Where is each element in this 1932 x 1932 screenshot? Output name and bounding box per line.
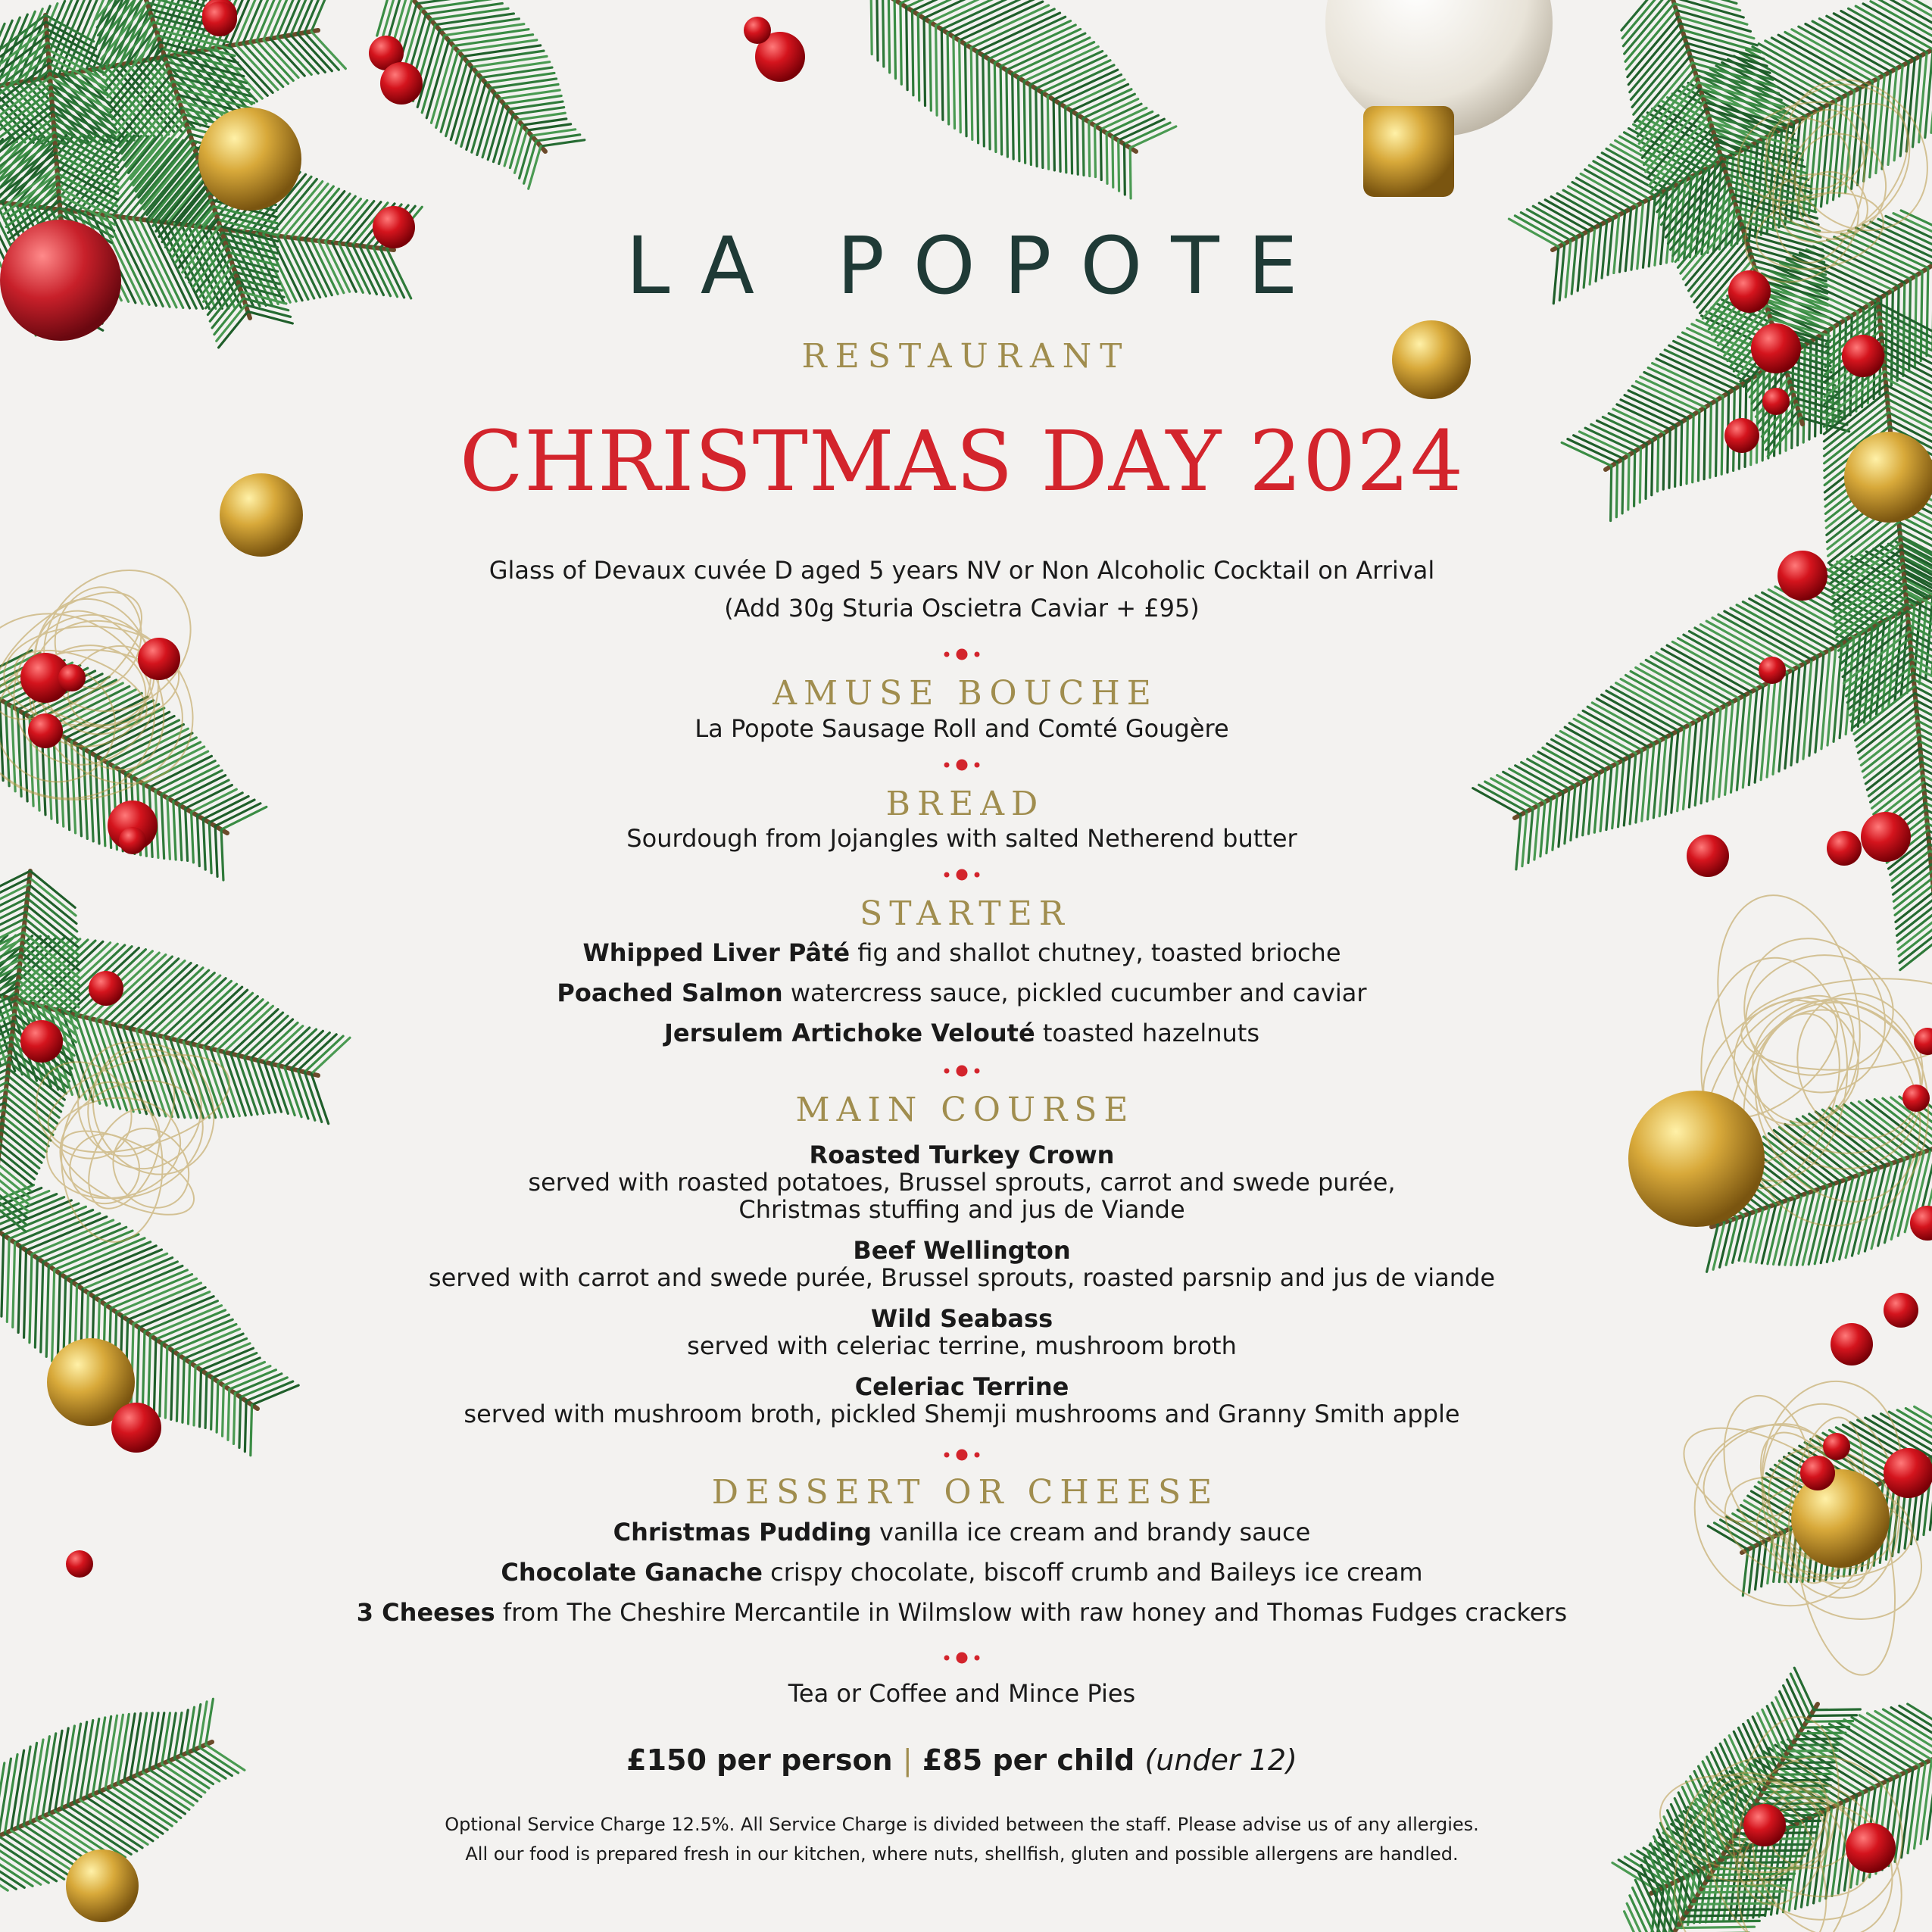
berry-divider-icon (939, 1064, 985, 1078)
dish-name: Poached Salmon (557, 978, 783, 1007)
dish-description: served with carrot and swede purée, Brussel sprouts, roasted parsnip and jus de viande (428, 1263, 1496, 1292)
red-berry-icon (1902, 1085, 1930, 1112)
red-berry-icon (89, 971, 123, 1006)
dish-name: Whipped Liver Pâté (582, 938, 851, 967)
gold-ornament-icon (1844, 432, 1932, 523)
event-title: CHRISTMAS DAY 2024 (459, 413, 1465, 510)
finishing-course: Tea or Coffee and Mince Pies (788, 1679, 1136, 1708)
adult-price: £150 per person (626, 1743, 893, 1777)
red-berry-icon (1762, 388, 1790, 415)
gold-ornament-icon (66, 1849, 139, 1922)
starter-item (318, 938, 1606, 968)
price-separator: | (902, 1743, 913, 1777)
dish-description: watercress sauce, pickled cucumber and caviar (790, 978, 1367, 1007)
brand-subtitle: RESTAURANT (801, 337, 1131, 376)
dish-name: Celeriac Terrine (854, 1372, 1069, 1401)
berry-divider-icon (939, 1448, 985, 1462)
pricing (318, 1743, 1606, 1777)
red-berry-icon (380, 62, 423, 105)
red-berry-icon (1842, 335, 1884, 377)
red-berry-icon (1800, 1456, 1835, 1490)
red-berry-icon (1724, 418, 1759, 453)
footer-allergen-note: All our food is prepared fresh in our kitchen, where nuts, shellfish, gluten and possible allergens are handled. (465, 1843, 1459, 1865)
section-title-main-course: MAIN COURSE (795, 1091, 1135, 1129)
dish-description: served with mushroom broth, pickled Shemji mushrooms and Granny Smith apple (463, 1400, 1460, 1428)
arrival-line-1: Glass of Devaux cuvée D aged 5 years NV or Non Alcoholic Cocktail on Arrival (488, 556, 1435, 585)
dish-description: Christmas stuffing and jus de Viande (738, 1195, 1185, 1224)
arrival-line-2: (Add 30g Sturia Oscietra Caviar + £95) (724, 594, 1200, 623)
bauble-cap-icon (1363, 106, 1454, 197)
berry-divider-icon (939, 868, 985, 882)
gold-wire (49, 1114, 205, 1231)
dessert-item (318, 1557, 1606, 1587)
child-age-note: (under 12) (1144, 1743, 1297, 1777)
gold-ornament-icon (1628, 1091, 1765, 1227)
dish-name: 3 Cheeses (356, 1598, 495, 1627)
red-berry-icon (66, 1550, 93, 1578)
red-berry-icon (1687, 835, 1729, 877)
dish-description: crispy chocolate, biscoff crumb and Baileys ice cream (770, 1558, 1423, 1587)
berry-divider-icon (939, 758, 985, 772)
berry-divider-icon (939, 648, 985, 661)
section-title-dessert-or-cheese: DESSERT OR CHEESE (711, 1473, 1219, 1512)
dish-description: served with roasted potatoes, Brussel sprouts, carrot and swede purée, (528, 1168, 1396, 1197)
red-berry-icon (1914, 1028, 1932, 1055)
dish-name: Chocolate Ganache (501, 1558, 763, 1587)
dish-description: toasted hazelnuts (1042, 1019, 1259, 1047)
red-berry-icon (1759, 657, 1786, 684)
dessert-item (318, 1597, 1606, 1628)
gold-ornament-icon (220, 473, 303, 557)
bread-text: Sourdough from Jojangles with salted Netherend butter (626, 824, 1297, 853)
dish-name: Christmas Pudding (613, 1518, 872, 1547)
section-title-starter: STARTER (860, 894, 1071, 933)
dish-name: Beef Wellington (853, 1236, 1071, 1265)
red-berry-icon (20, 1020, 63, 1063)
red-berry-icon (1743, 1804, 1786, 1846)
berry-divider-icon (939, 1651, 985, 1665)
gold-wire (16, 542, 219, 741)
red-berry-icon (1751, 323, 1801, 373)
red-berry-icon (1861, 812, 1911, 862)
red-ornament-icon (0, 220, 121, 341)
red-berry-icon (111, 1403, 161, 1453)
amuse-bouche-text: La Popote Sausage Roll and Comté Gougère (694, 714, 1229, 743)
brand-name: LA POPOTE (626, 220, 1327, 312)
red-berry-icon (58, 664, 86, 691)
starter-item (318, 978, 1606, 1008)
pine-branch (871, 0, 1176, 198)
red-berry-icon (744, 17, 771, 44)
dish-name: Roasted Turkey Crown (809, 1141, 1115, 1169)
red-berry-icon (1846, 1823, 1896, 1873)
red-berry-icon (1884, 1448, 1932, 1498)
red-berry-icon (1884, 1293, 1918, 1328)
red-berry-icon (202, 2, 237, 36)
dish-description: from The Cheshire Mercantile in Wilmslow with raw honey and Thomas Fudges crackers (502, 1598, 1568, 1627)
gold-ornament-icon (198, 108, 301, 211)
gold-wire (1737, 969, 1932, 1079)
red-berry-icon (1910, 1206, 1932, 1241)
section-title-bread: BREAD (885, 785, 1045, 823)
starter-item (318, 1018, 1606, 1048)
red-berry-icon (119, 827, 146, 854)
footer-service-note: Optional Service Charge 12.5%. All Service Charge is divided between the staff. Please advise us of any allergies. (445, 1814, 1479, 1835)
red-berry-icon (138, 638, 180, 680)
dish-description: served with celeriac terrine, mushroom broth (687, 1331, 1237, 1360)
section-title-amuse-bouche: AMUSE BOUCHE (772, 674, 1158, 713)
red-berry-icon (1823, 1433, 1850, 1460)
dish-name: Wild Seabass (870, 1304, 1053, 1333)
red-berry-icon (1831, 1323, 1873, 1366)
red-berry-icon (1728, 270, 1771, 313)
dessert-item (318, 1517, 1606, 1547)
child-price: £85 per child (922, 1743, 1135, 1777)
red-berry-icon (1778, 551, 1827, 601)
dish-name: Jersulem Artichoke Velouté (664, 1019, 1035, 1047)
red-berry-icon (1827, 831, 1862, 866)
dish-description: vanilla ice cream and brandy sauce (879, 1518, 1311, 1547)
red-berry-icon (28, 713, 63, 748)
dish-description: fig and shallot chutney, toasted brioche (857, 938, 1341, 967)
